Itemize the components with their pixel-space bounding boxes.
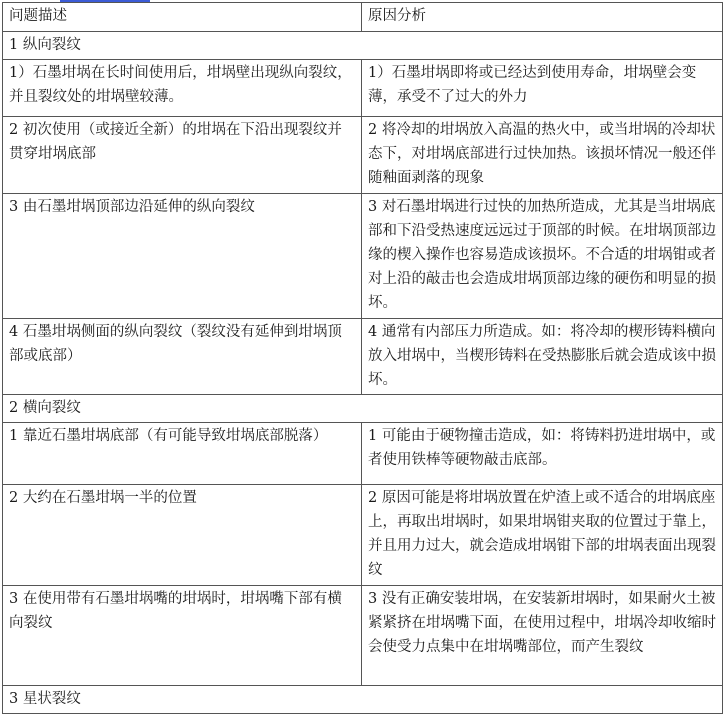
problem-cause-table [2,2,723,714]
cause-cell: 3 没有正确安装坩埚，在安装新坩埚时，如果耐火土被紧紧挤在坩埚嘴下面，在使用过程中，坩埚冷却收缩时会使受力点集中在坩埚嘴部位，而产生裂纹 [362,586,723,686]
table-row [3,423,723,485]
problem-cell: 4 石墨坩埚侧面的纵向裂纹（裂纹没有延伸到坩埚顶部或底部） [3,319,362,395]
problem-cell: 3 由石墨坩埚顶部边沿延伸的纵向裂纹 [3,194,362,319]
cause-cell: 2 原因可能是将坩埚放置在炉渣上或不适合的坩埚底座上，再取出坩埚时，如果坩埚钳夹取的位置过于靠上，并且用力过大，就会造成坩埚钳下部的坩埚表面出现裂纹 [362,485,723,586]
problem-cell: 1 靠近石墨坩埚底部（有可能导致坩埚底部脱落） [3,423,362,485]
problem-cell: 2 大约在石墨坩埚一半的位置 [3,485,362,586]
header-problem-description: 问题描述 [3,3,362,32]
cause-cell: 2 将冷却的坩埚放入高温的热火中，或当坩埚的冷却状态下，对坩埚底部进行过快加热。该损坏情况一般还伴随釉面剥落的现象 [362,117,723,194]
section-title-longitudinal-cracks: 1 纵向裂纹 [3,32,723,60]
table-row [3,485,723,586]
table-row [3,60,723,117]
cause-cell: 1）石墨坩埚即将或已经达到使用寿命，坩埚壁会变薄，承受不了过大的外力 [362,60,723,117]
table-row [3,117,723,194]
section-title-transverse-cracks: 2 横向裂纹 [3,395,723,423]
table-row [3,586,723,686]
table-header-row [3,3,723,32]
section-row [3,686,723,714]
cause-cell: 3 对石墨坩埚进行过快的加热所造成，尤其是当坩埚底部和下沿受热速度远远过于顶部的时候。在坩埚顶部边缘的楔入操作也容易造成该损坏。不合适的坩埚钳或者对上沿的敲击也会造成坩埚顶部边缘的硬伤和明显的损坏。 [362,194,723,319]
table-row [3,319,723,395]
section-row [3,395,723,423]
problem-cell: 3 在使用带有石墨坩埚嘴的坩埚时，坩埚嘴下部有横向裂纹 [3,586,362,686]
problem-cell: 1）石墨坩埚在长时间使用后，坩埚壁出现纵向裂纹，并且裂纹处的坩埚壁较薄。 [3,60,362,117]
section-title-star-cracks: 3 星状裂纹 [3,686,723,714]
cause-cell: 1 可能由于硬物撞击造成，如：将铸料扔进坩埚中，或者使用铁棒等硬物敲击底部。 [362,423,723,485]
header-cause-analysis: 原因分析 [362,3,723,32]
problem-cell: 2 初次使用（或接近全新）的坩埚在下沿出现裂纹并贯穿坩埚底部 [3,117,362,194]
cause-cell: 4 通常有内部压力所造成。如：将冷却的楔形铸料横向放入坩埚中，当楔形铸料在受热膨胀后就会造成该中损坏。 [362,319,723,395]
section-row [3,32,723,60]
table-row [3,194,723,319]
